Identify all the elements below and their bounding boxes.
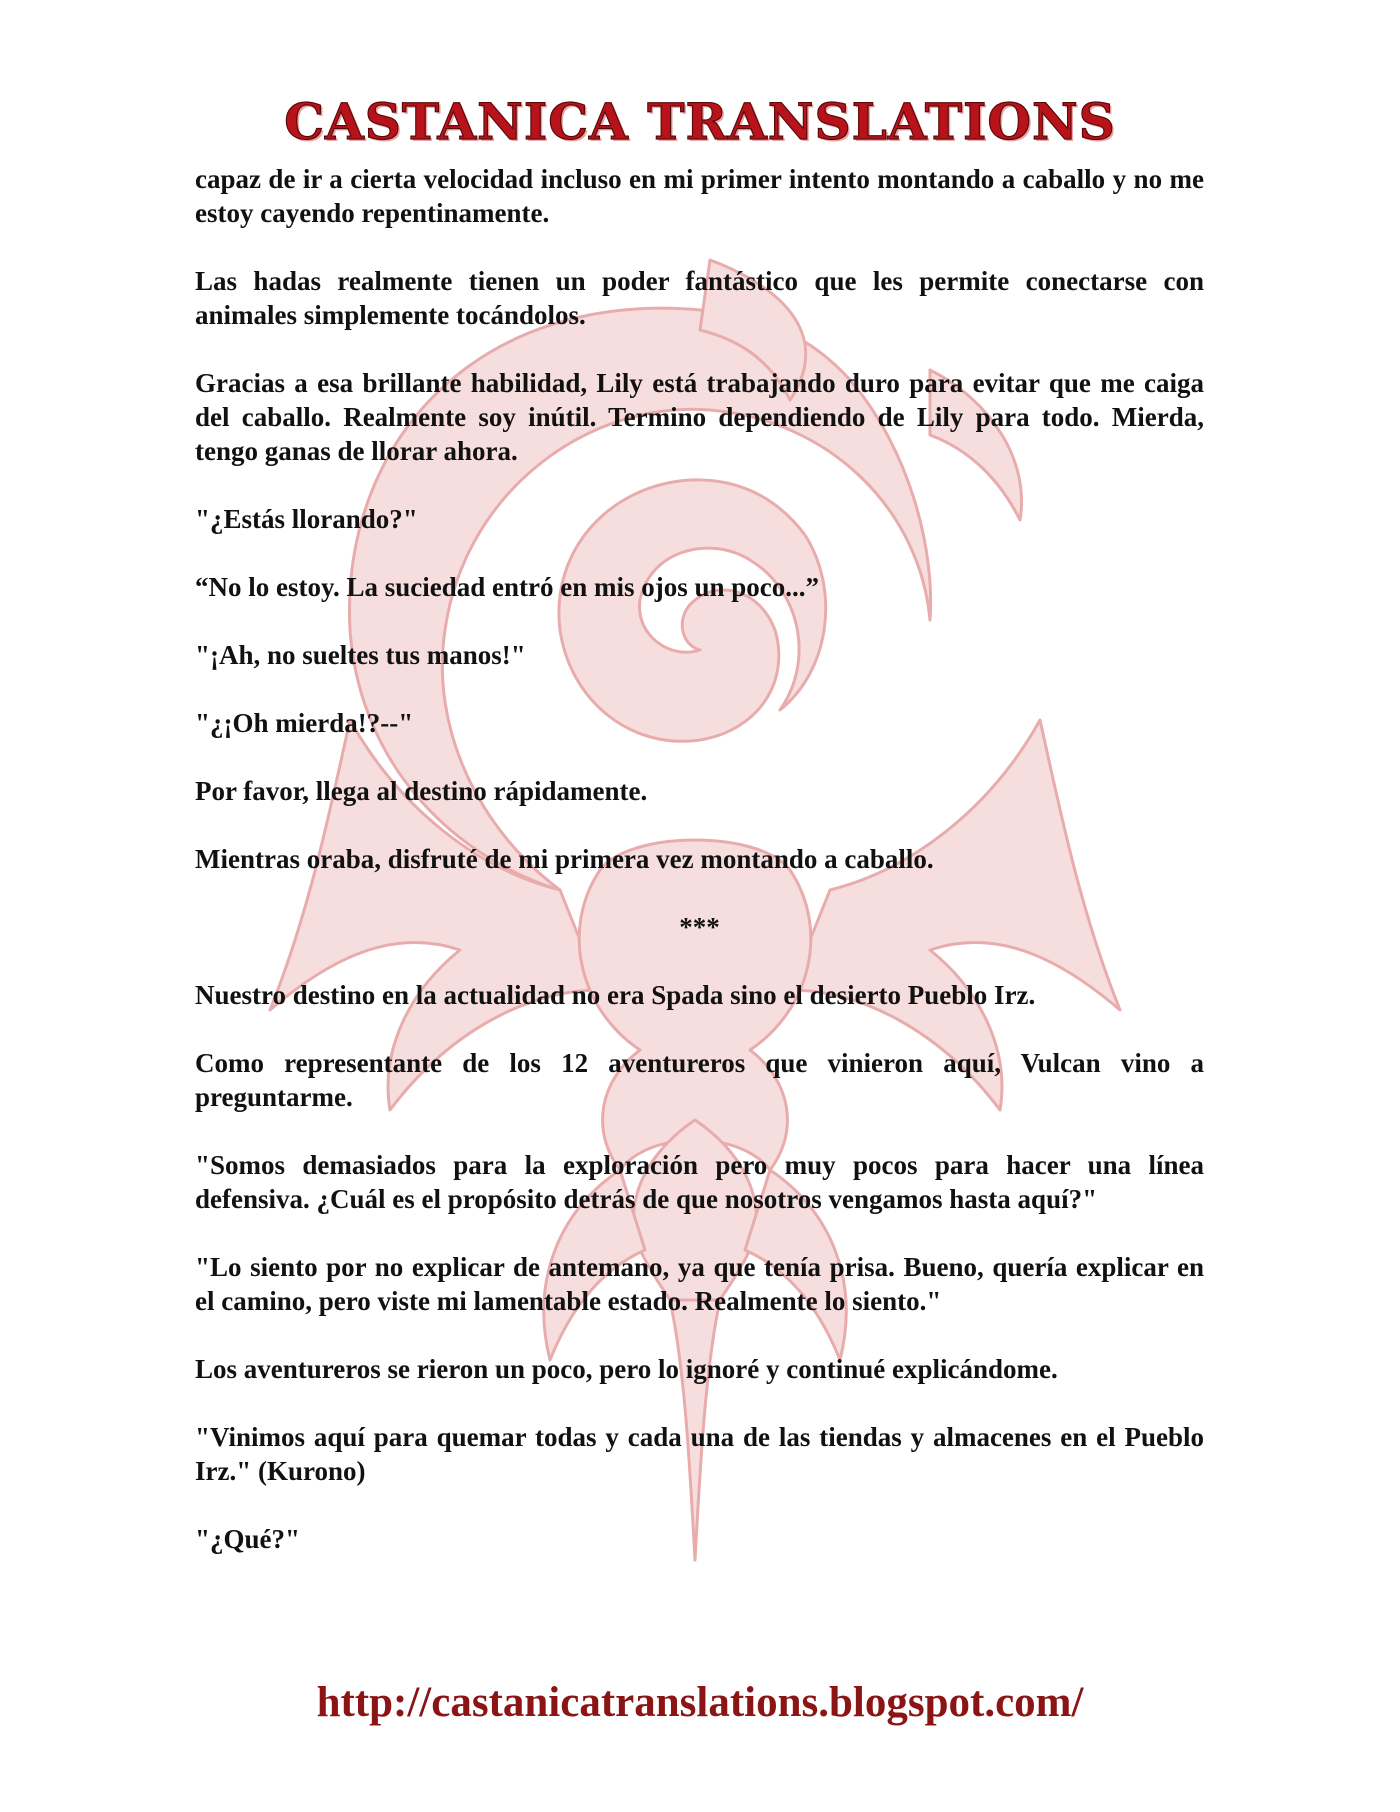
- site-title: CASTANICA TRANSLATIONS: [284, 92, 1116, 151]
- paragraph: Nuestro destino en la actualidad no era Spada sino el desierto Pueblo Irz.: [195, 980, 1036, 1010]
- dialogue-line: "¡Ah, no sueltes tus manos!": [195, 640, 526, 670]
- paragraph: Los aventureros se rieron un poco, pero lo ignoré y continué explicándome.: [195, 1354, 1058, 1384]
- paragraph: Las hadas realmente tienen un poder fantástico que les permite conectarse con animales simplemente tocándolos.: [195, 266, 1204, 330]
- dialogue-line: "¿Estás llorando?": [195, 504, 418, 534]
- dialogue-line: "Vinimos aquí para quemar todas y cada una de las tiendas y almacenes en el Pueblo Irz." (Kurono): [195, 1422, 1204, 1486]
- dialogue-line: "Somos demasiados para la exploración pero muy pocos para hacer una línea defensiva. ¿Cuál es el propósito detrás de que nosotros vengamos hasta aquí?": [195, 1150, 1204, 1214]
- paragraph: Mientras oraba, disfruté de mi primera vez montando a caballo.: [195, 844, 934, 874]
- chapter-text: [195, 162, 1204, 1590]
- paragraph: capaz de ir a cierta velocidad incluso en mi primer intento montando a caballo y no me estoy cayendo repentinamente.: [195, 164, 1204, 228]
- paragraph: Por favor, llega al destino rápidamente.: [195, 776, 648, 806]
- dialogue-line: "¿Qué?": [195, 1524, 300, 1554]
- paragraph: Gracias a esa brillante habilidad, Lily está trabajando duro para evitar que me caiga del caballo. Realmente soy inútil. Termino dependiendo de Lily para todo. Mierda, tengo ganas de llorar ahora.: [195, 368, 1204, 466]
- dialogue-line: "¿¡Oh mierda!?--": [195, 708, 414, 738]
- paragraph: Como representante de los 12 aventureros que vinieron aquí, Vulcan vino a preguntarme.: [195, 1048, 1204, 1112]
- blog-url-link[interactable]: http://castanicatranslations.blogspot.com/: [316, 1679, 1084, 1726]
- dialogue-line: "Lo siento por no explicar de antemano, ya que tenía prisa. Bueno, quería explicar en el camino, pero viste mi lamentable estado. Realmente lo siento.": [195, 1252, 1204, 1316]
- dialogue-line: “No lo estoy. La suciedad entró en mis ojos un poco...”: [195, 572, 820, 602]
- scene-break: ***: [679, 912, 720, 942]
